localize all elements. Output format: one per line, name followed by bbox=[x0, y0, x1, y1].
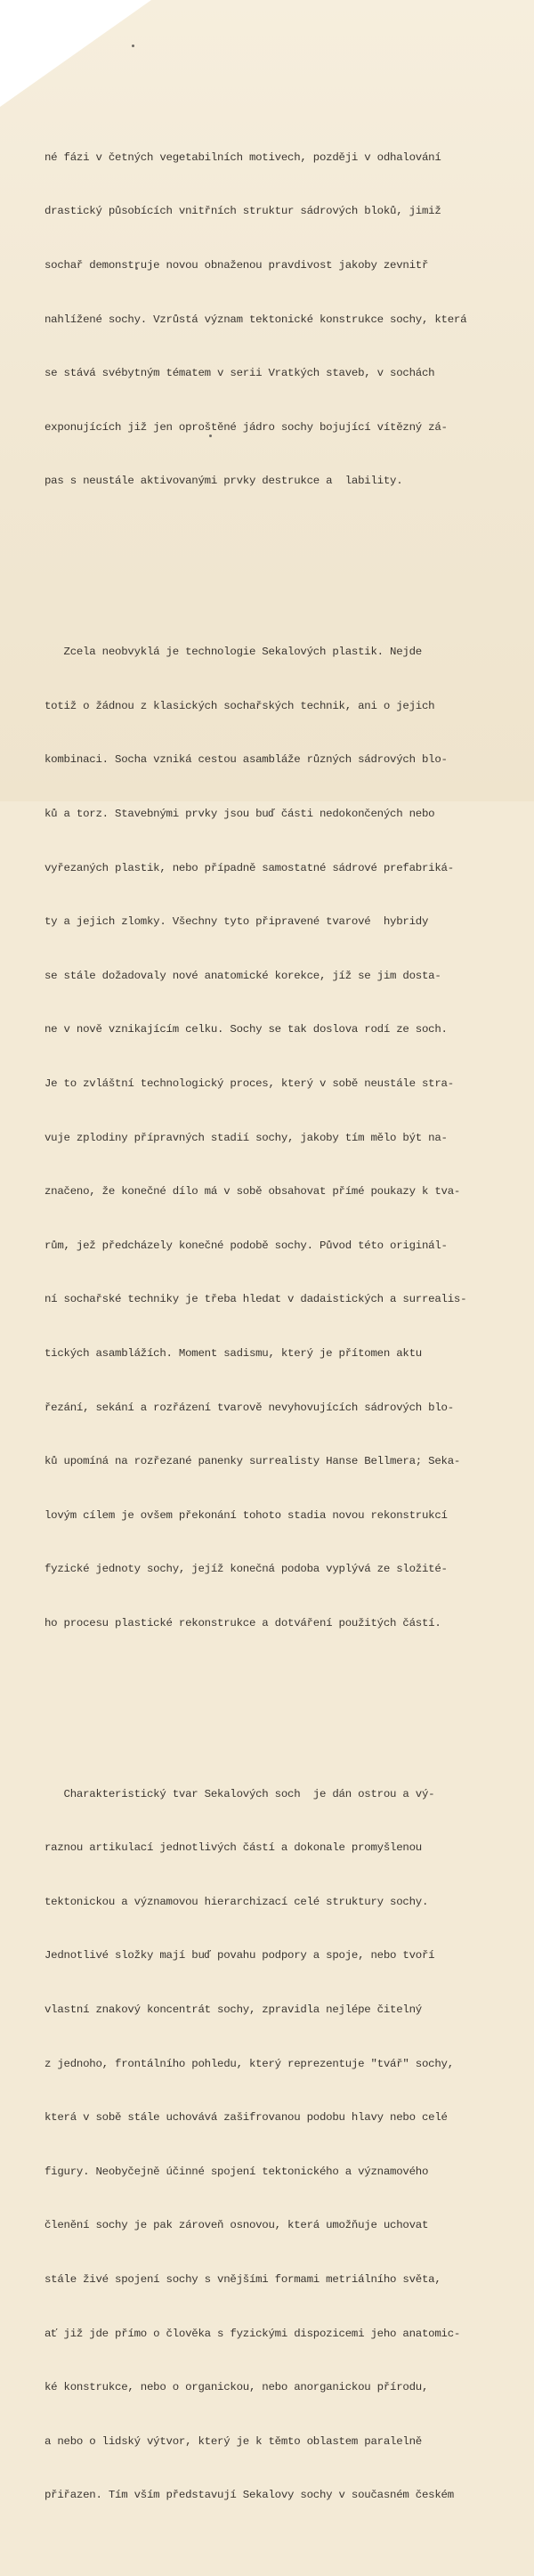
paragraph-3 bbox=[44, 1749, 516, 2540]
paragraph-2 bbox=[44, 607, 516, 1669]
text-line: stále živé spojení sochy s vnějšími formami metriálního světa, bbox=[44, 2273, 441, 2287]
text-line: rům, jež předcházely konečné podobě sochy. Původ této originál- bbox=[44, 1239, 448, 1252]
text-line: přiřazen. Tím vším představují Sekalovy sochy v současném českém bbox=[44, 2489, 454, 2502]
text-line: tických asamblážích. Moment sadismu, který je přítomen aktu bbox=[44, 1346, 422, 1360]
text-line: ké konstrukce, nebo o organickou, nebo anorganickou přírodu, bbox=[44, 2381, 429, 2394]
text-line: vyřezaných plastik, nebo případně samostatné sádrové prefabriká- bbox=[44, 861, 454, 874]
text-line: fyzické jednoty sochy, jejíž konečná podoba vyplývá ze složité- bbox=[44, 1563, 448, 1576]
text-line: ty a jejich zlomky. Všechny tyto připravené tvarové hybridy bbox=[44, 915, 429, 929]
text-line: ne v nově vznikajícím celku. Sochy se tak doslova rodí ze soch. bbox=[44, 1023, 448, 1036]
text-line: lovým cílem je ovšem překonání tohoto stadia novou rekonstrukcí bbox=[44, 1508, 448, 1522]
paragraph-gap bbox=[44, 1704, 516, 1713]
text-line: řezání, sekání a rozřázení tvarově nevyhovujících sádrových blo- bbox=[44, 1401, 454, 1414]
document-body bbox=[44, 77, 516, 2576]
text-line: která v sobě stále uchovává zašifrovanou podobu hlavy nebo celé bbox=[44, 2111, 448, 2125]
text-line: značeno, že konečné dílo má v sobě obsahovat přímé poukazy k tva- bbox=[44, 1185, 461, 1199]
text-line: Zcela neobvyklá je technologie Sekalových plastik. Nejde bbox=[44, 646, 422, 659]
paragraph-gap bbox=[44, 562, 516, 571]
text-line: se stává svébytným tématem v serii Vratkých staveb, v sochách bbox=[44, 367, 435, 380]
text-line: pas s neustále aktivovanými prvky destrukce a lability. bbox=[44, 475, 403, 488]
text-line: raznou artikulací jednotlivých částí a dokonale promyšlenou bbox=[44, 1841, 422, 1855]
text-line: vuje zplodiny přípravných stadií sochy, jakoby tím mělo být na- bbox=[44, 1131, 448, 1144]
text-line: se stále dožadovaly nové anatomické korekce, jíž se jim dosta- bbox=[44, 969, 441, 982]
text-line: tektonickou a významovou hierarchizací celé struktury sochy. bbox=[44, 1895, 429, 1908]
text-line: figury. Neobyčejně účinné spojení tektonického a významového bbox=[44, 2165, 429, 2178]
text-line: ho procesu plastické rekonstrukce a dotváření použitých částí. bbox=[44, 1616, 441, 1629]
text-line: nahlížené sochy. Vzrůstá význam tektonické konstrukce sochy, která bbox=[44, 313, 467, 326]
text-line: z jednoho, frontálního pohledu, který reprezentuje "tvář" sochy, bbox=[44, 2057, 454, 2070]
text-line: ať již jde přímo o člověka s fyzickými dispozicemi jeho anatomic- bbox=[44, 2327, 461, 2340]
text-line: exponujících již jen oproštěné jádro sochy bojující vítězný zá- bbox=[44, 420, 448, 434]
text-line: Je to zvláštní technologický proces, který v sobě neustále stra- bbox=[44, 1077, 454, 1090]
paragraph-1 bbox=[44, 112, 516, 526]
text-line: né fázi v četných vegetabilních motivech, později v odhalování bbox=[44, 150, 441, 164]
text-line: sochař demonstruje novou obnaženou pravdivost jakoby zevnitř bbox=[44, 259, 429, 272]
paper-speck bbox=[132, 45, 134, 47]
text-line: totiž o žádnou z klasických sochařských technik, ani o jejich bbox=[44, 699, 435, 712]
text-line: ní sochařské techniky je třeba hledat v dadaistických a surrealis- bbox=[44, 1293, 467, 1306]
text-line: ků a torz. Stavebnými prvky jsou buď části nedokončených nebo bbox=[44, 807, 435, 820]
text-line: členění sochy je pak zároveň osnovou, která umožňuje uchovat bbox=[44, 2219, 429, 2232]
text-line: ků upomíná na rozřezané panenky surrealisty Hanse Bellmera; Seka- bbox=[44, 1455, 461, 1468]
text-line: Jednotlivé složky mají buď povahu podpory a spoje, nebo tvoří bbox=[44, 1949, 435, 1962]
text-line: a nebo o lidský výtvor, který je k těmto oblastem paralelně bbox=[44, 2434, 422, 2448]
text-line: drastický působících vnitřních struktur sádrových bloků, jimiž bbox=[44, 205, 441, 218]
text-line: Charakteristický tvar Sekalových soch je dán ostrou a vý- bbox=[44, 1787, 435, 1800]
text-line: vlastní znakový koncentrát sochy, zpravidla nejlépe čitelný bbox=[44, 2003, 422, 2017]
text-line: kombinaci. Socha vzniká cestou asambláže různých sádrových blo- bbox=[44, 753, 448, 767]
